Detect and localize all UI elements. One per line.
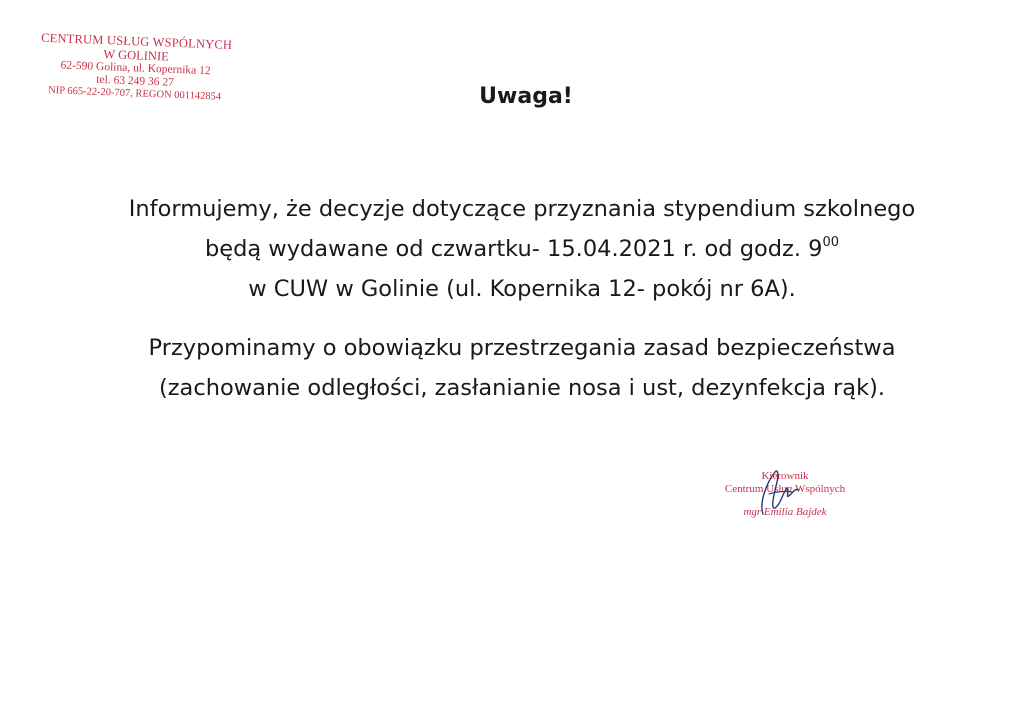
stamp-city: W GOLINIE (103, 47, 170, 64)
reminder-line-2: (zachowanie odległości, zasłanianie nosa i ust, dezynfekcja rąk). (158, 375, 886, 401)
signature-organization: Centrum Usług Wspólnych (724, 483, 846, 495)
reminder-paragraph (0, 328, 1024, 408)
notice-paragraph (0, 189, 1024, 309)
notice-line-1: Informujemy, że decyzje dotyczące przyznania stypendium szkolnego (128, 196, 916, 222)
stamp-address: 62-590 Golina, ul. Kopernika 12 (60, 59, 211, 78)
notice-line-2-text: będą wydawane od czwartku- 15.04.2021 r. od godz. 9 (204, 236, 823, 262)
stamp-institution-name: CENTRUM USŁUG WSPÓLNYCH (40, 30, 233, 52)
notice-line-2 (20, 229, 1024, 269)
signature-stamp (700, 470, 870, 530)
signature-title: Kierownik (761, 470, 809, 482)
stamp-tax-ids: NIP 665-22-20-707, REGON 001142854 (47, 84, 222, 103)
signature-person: mgr Emilia Bajdek (743, 506, 827, 518)
stamp-phone: tel. 63 249 36 27 (96, 73, 175, 89)
reminder-line-1: Przypominamy o obowiązku przestrzegania zasad bezpieczeństwa (148, 335, 896, 361)
page-title: Uwaga! (479, 84, 573, 109)
notice-line-3: w CUW w Golinie (ul. Kopernika 12- pokój nr 6A). (248, 276, 796, 302)
handwritten-signature (745, 464, 805, 524)
notice-time-minutes: 00 (822, 234, 840, 250)
